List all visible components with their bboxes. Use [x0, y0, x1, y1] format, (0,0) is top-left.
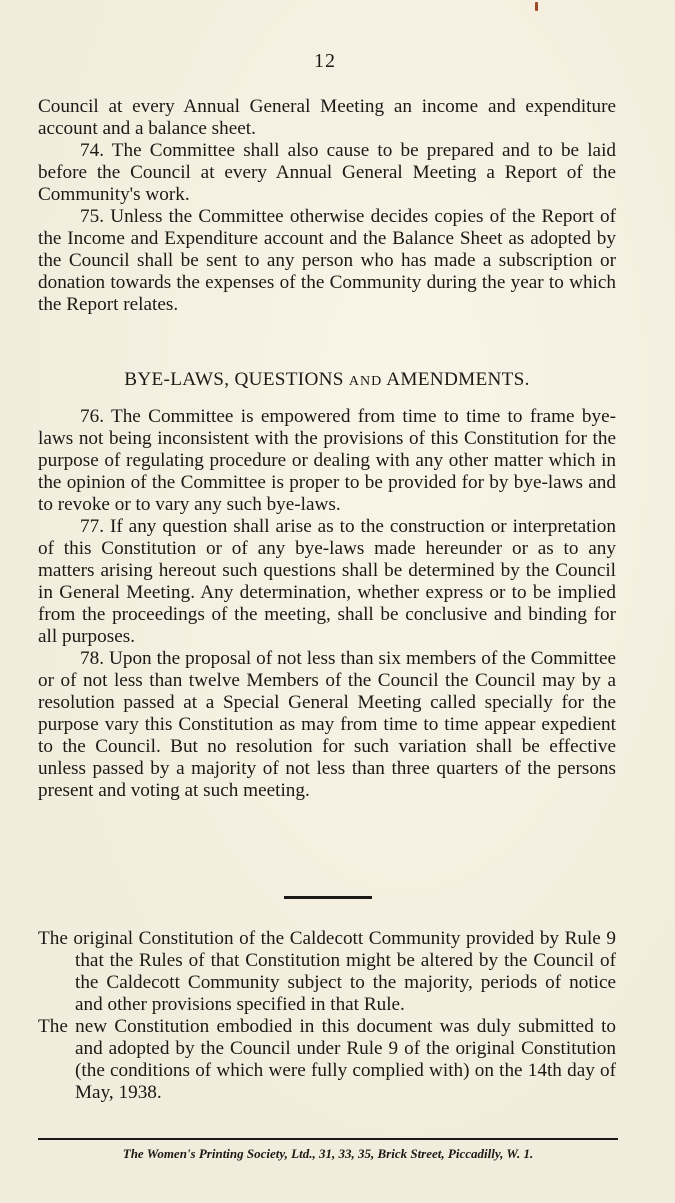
footer-rule [38, 1138, 618, 1140]
constitution-notes [38, 928, 616, 1104]
paragraph-rule-76: 76. The Committee is empowered from time to time to frame bye-laws not being inconsistent with the provisions of this Constitution for the purpose of regulating procedure or dealing with any other matter which in the opinion of the Committee is proper to be provided for by bye-laws and to revoke or to vary any such bye-laws. [38, 406, 616, 515]
paragraph-rule-78: 78. Upon the proposal of not less than six members of the Committee or of not less than twelve Members of the Council the Council may by a resolution passed at a Special General Meeting called specially for the purpose vary this Constitution as may from time to time appear expedient to the Council. But no resolution for such variation shall be effective unless passed by a majority of not less than three quarters of the persons present and voting at such meeting. [38, 648, 616, 801]
section-heading [38, 369, 616, 391]
paragraph-continuation: Council at every Annual General Meeting an income and expenditure account and a balance sheet. [38, 96, 616, 139]
heading-part-2: AND [348, 374, 383, 389]
note-original-constitution: The original Constitution of the Caldecott Community provided by Rule 9 that the Rules of that Constitution might be altered by the Council of the Caldecott Community subject to the majority, periods of notice and other provisions specified in that Rule. [38, 928, 616, 1015]
ink-mark [535, 2, 538, 11]
section-divider [284, 896, 372, 899]
paragraph-rule-74: 74. The Committee shall also cause to be prepared and to be laid before the Council at every Annual General Meeting a Report of the Community's work. [38, 140, 616, 205]
heading-part-1: BYE-LAWS, QUESTIONS [124, 369, 344, 390]
note-new-constitution: The new Constitution embodied in this document was duly submitted to and adopted by the Council under Rule 9 of the original Constitution (the conditions of which were fully complied with) on the 14th day of May, 1938. [38, 1016, 616, 1103]
rules-section-2 [38, 406, 616, 802]
rules-section-1 [38, 96, 616, 316]
paragraph-rule-77: 77. If any question shall arise as to the construction or interpretation of this Constitution or of any bye-laws made hereunder or as to any matters arising hereout such questions shall be determined by the Council in General Meeting. Any determination, whether express or to be implied from the proceedings of the meeting, shall be conclusive and binding for all purposes. [38, 516, 616, 647]
paragraph-rule-75: 75. Unless the Committee otherwise decides copies of the Report of the Income and Expenditure account and the Balance Sheet as adopted by the Council shall be sent to any person who has made a subscription or donation towards the expenses of the Community during the year to which the Report relates. [38, 206, 616, 315]
heading-part-3: AMENDMENTS. [386, 369, 530, 390]
printer-imprint: The Women's Printing Society, Ltd., 31, 33, 35, Brick Street, Piccadilly, W. 1. [122, 1146, 534, 1161]
page-number: 12 [314, 50, 336, 72]
